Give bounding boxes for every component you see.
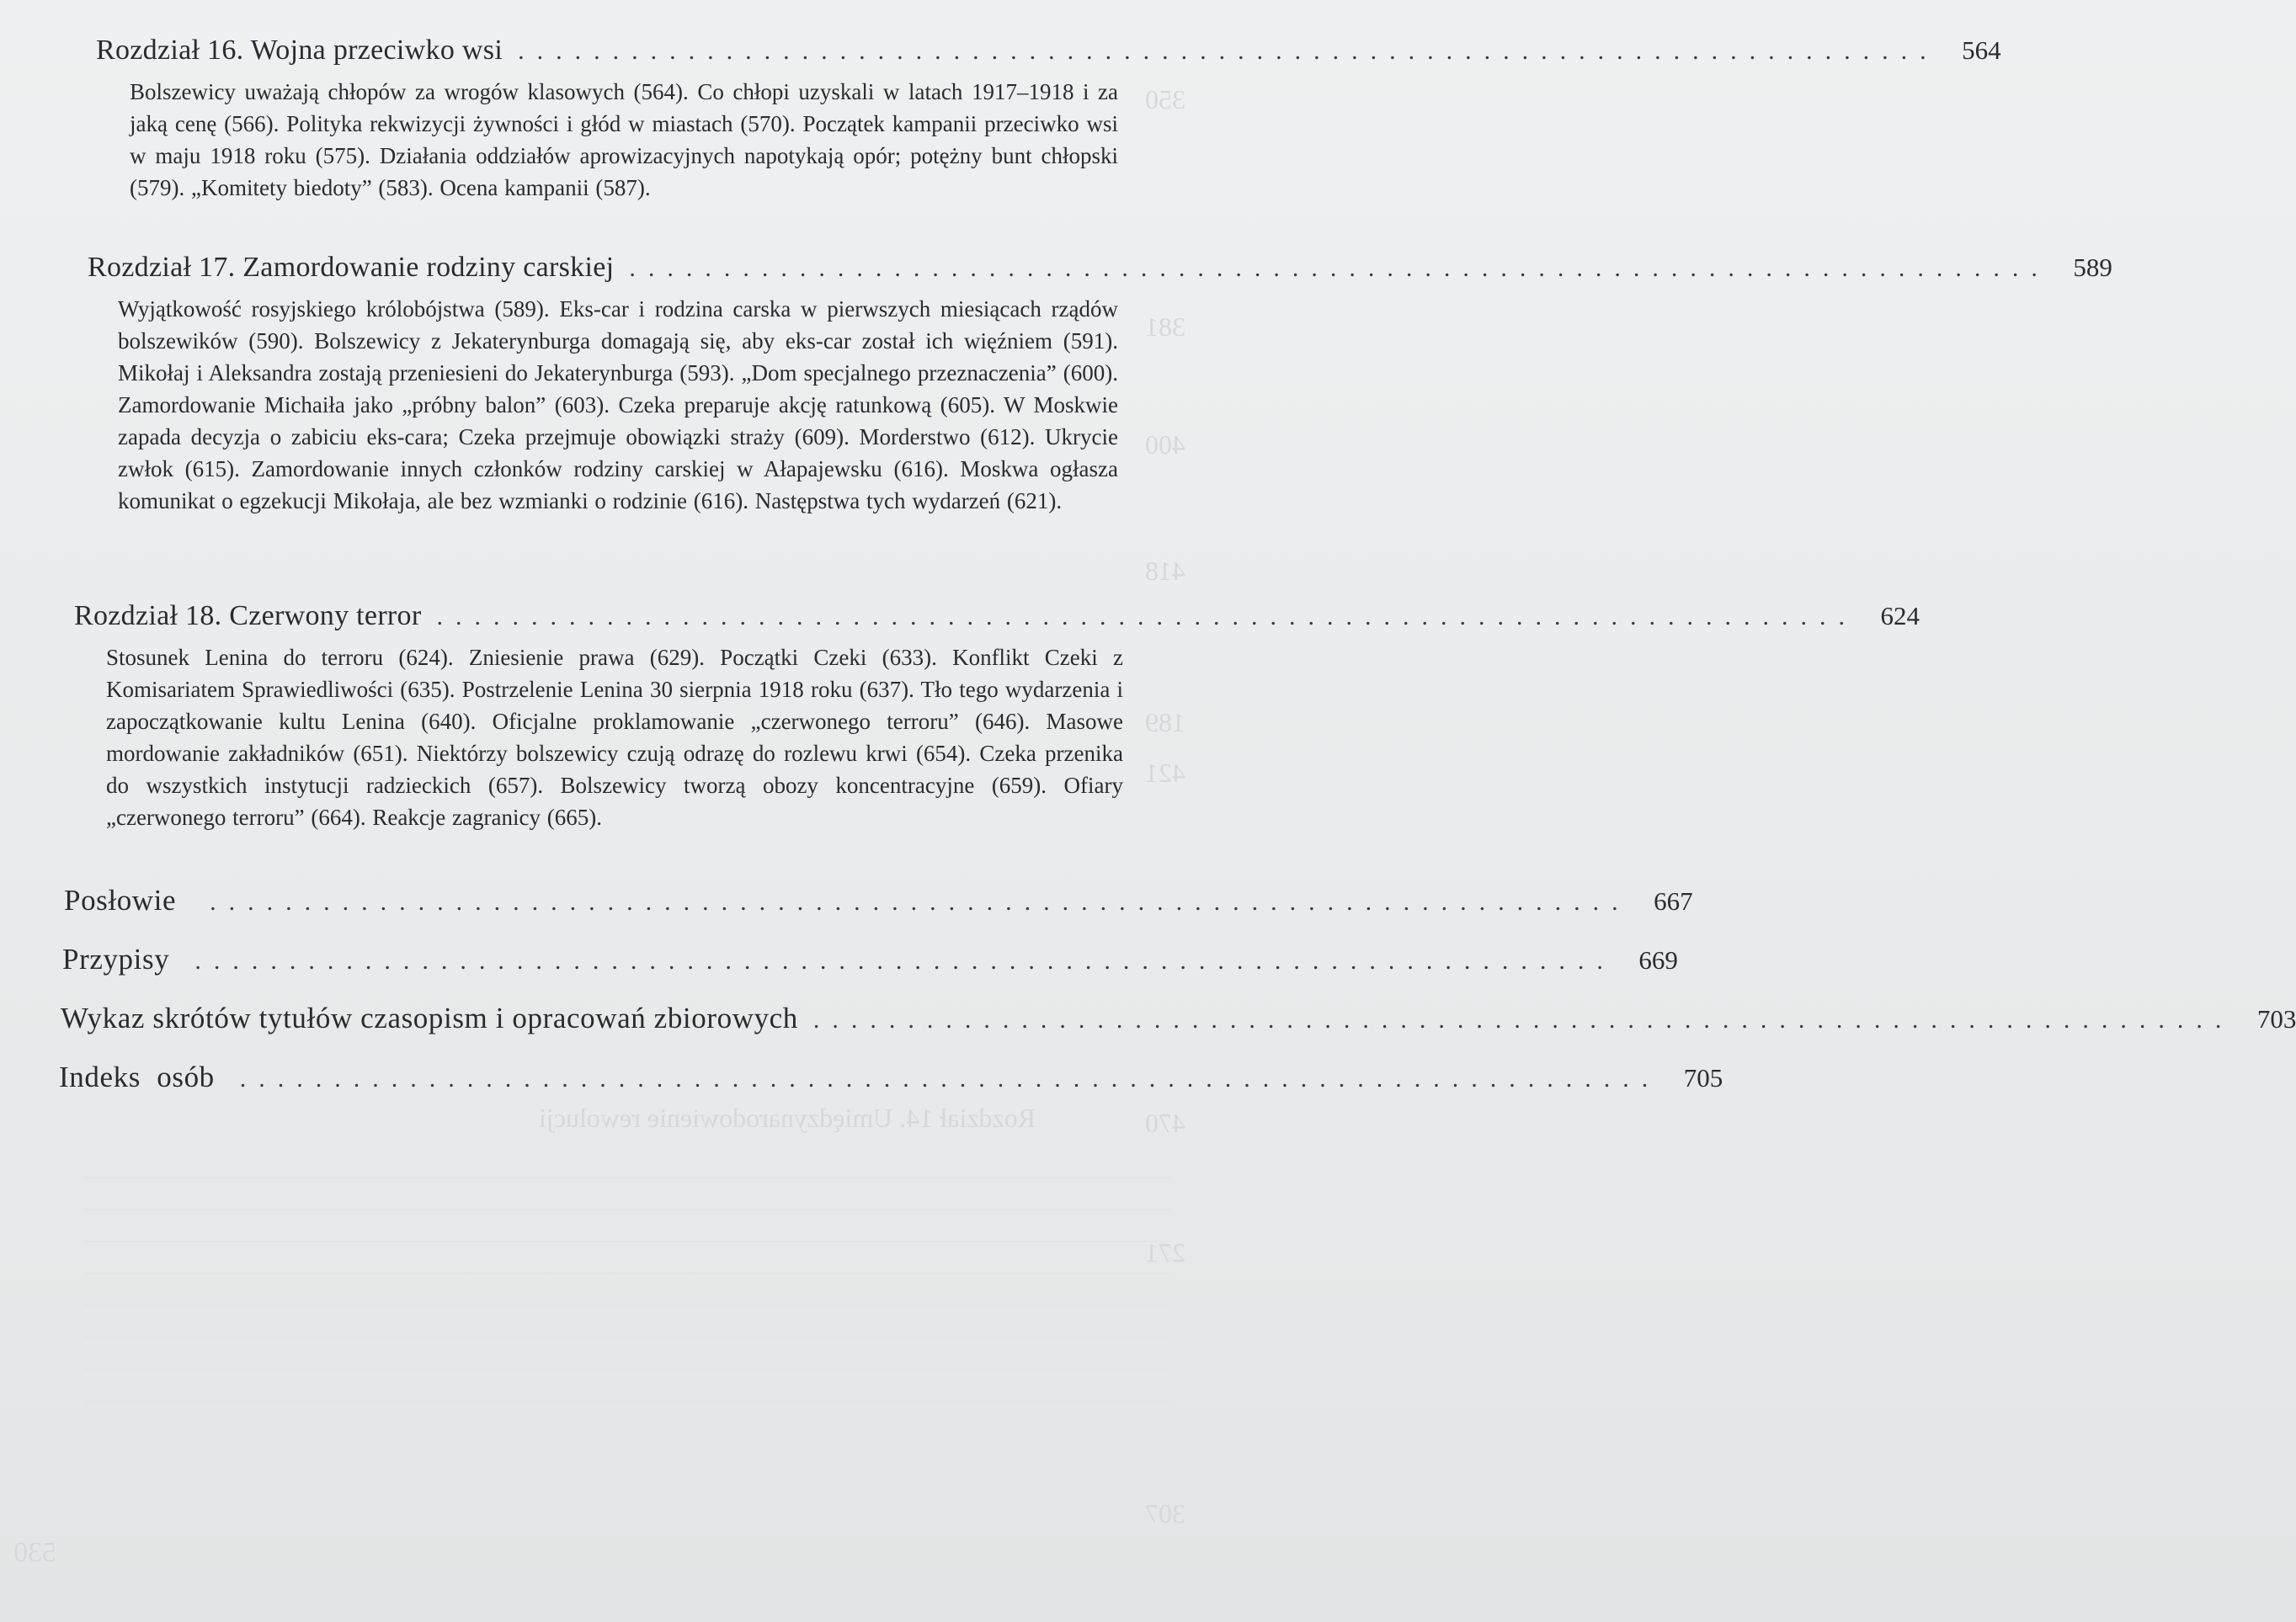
entry-title: Przypisy [62, 943, 170, 976]
toc-entry-poslowie [64, 875, 1693, 926]
chapter-page-number: 624 [1880, 601, 1920, 630]
toc-chapter-18 [74, 594, 1920, 833]
show-through-margin-number: 189 [1145, 707, 1185, 737]
chapter-heading [96, 29, 2001, 72]
chapter-summary: Stosunek Lenina do terroru (624). Zniesienie prawa (629). Początki Czeki (633). Konflikt Czeki z Komisariatem Sprawiedliwości (635). Postrzelenie Lenina 30 sierpnia 1918 roku (637). Tło tego wydarzenia i zapoczątkowanie kultu Lenina (640). Oficjalne proklamowanie „czerwonego terroru” (646). Masowe mordowanie zakładników (651). Niektórzy bolszewicy czują odrazę do rozlewu krwi (654). Czeka przenika do wszystkich instytucji radzieckich (657). Bolszewicy tworzą obozy koncentracyjne (659). Ofiary „czerwonego terroru” (664). Reakcje zagranicy (665). [106, 645, 1123, 830]
chapter-heading [88, 246, 2112, 290]
toc-entry-wykaz-skrotow [61, 993, 2296, 1044]
chapter-title: Rozdział 17. Zamordowanie rodziny carskiej [88, 252, 615, 283]
show-through-margin-number: 418 [1145, 556, 1185, 586]
chapter-summary: Wyjątkowość rosyjskiego królobójstwa (589). Eks-car i rodzina carska w pierwszych miesiącach rządów bolszewików (590). Bolszewicy z Jekaterynburga domagają się, aby eks-car został ich więźniem (591). Mikołaj i Aleksandra zostają przeniesieni do Jekaterynburga (593). „Dom specjalnego przeznaczenia” (600). Zamordowanie Michaiła jako „próbny balon” (603). Czeka preparuje akcję ratunkową (605). W Moskwie zapada decyzja o zabiciu eks-cara; Czeka przejmuje obowiązki straży (609). Morderstwo (612). Ukrycie zwłok (615). Zamordowanie innych członków rodziny carskiej w Ałapajewsku (616). Moskwa ogłasza komunikat o egzekucji Mikołaja, ale bez wzmianki o rodzinie (616). Następstwa tych wydarzeń (621). [118, 296, 1118, 513]
dot-leader: ........................................................................... [518, 37, 1939, 65]
entry-title: Wykaz skrótów tytułów czasopism i opracowań zbiorowych [61, 1002, 798, 1034]
dot-leader: ........................................................................... [629, 254, 2050, 282]
show-through-margin-number: 350 [1145, 84, 1185, 114]
chapter-title: Rozdział 16. Wojna przeciwko wsi [96, 35, 503, 66]
entry-page-number: 703 [2256, 1004, 2296, 1034]
dot-leader: ........................................................................... [239, 1065, 1661, 1093]
show-through-margin-number: 307 [1145, 1498, 1185, 1529]
entry-title: Posłowie [64, 884, 177, 917]
show-through-margin-number: 271 [1145, 1237, 1185, 1268]
entry-title: Indeks osób [59, 1061, 215, 1093]
toc-chapter-16 [96, 29, 2001, 204]
dot-leader: ........................................................................... [436, 603, 1857, 630]
chapter-title: Rozdział 18. Czerwony terror [74, 600, 422, 631]
show-through-margin-number: 400 [1145, 429, 1185, 460]
show-through-heading: Rozdział 14. Umiędzynarodowienie rewolucji [539, 1103, 1036, 1133]
chapter-page-number: 564 [1962, 35, 2001, 65]
dot-leader: ........................................................................... [210, 888, 1631, 916]
show-through-margin-number: 470 [1145, 1108, 1185, 1138]
dot-leader: ........................................................................... [194, 947, 1616, 975]
entry-page-number: 667 [1654, 886, 1693, 916]
entry-page-number: 705 [1683, 1063, 1723, 1093]
chapter-page-number: 589 [2073, 253, 2112, 282]
toc-chapter-17 [88, 246, 2112, 517]
toc-entry-przypisy [62, 934, 1678, 985]
show-through-text [84, 1162, 1170, 1498]
entry-page-number: 669 [1638, 945, 1678, 975]
chapter-summary: Bolszewicy uważają chłopów za wrogów klasowych (564). Co chłopi uzyskali w latach 1917–1918 i za jaką cenę (566). Polityka rekwizycji żywności i głód w miastach (570). Początek kampanii przeciwko wsi w maju 1918 roku (575). Działania oddziałów aprowizacyjnych napotykają opór; potężny bunt chłopski (579). „Komitety biedoty” (583). Ocena kampanii (587). [130, 79, 1118, 200]
toc-entry-indeks-osob [59, 1052, 1723, 1103]
dot-leader: ........................................................................... [812, 1006, 2235, 1034]
show-through-margin-number: 381 [1145, 311, 1185, 342]
show-through-margin-number: 421 [1145, 758, 1185, 788]
chapter-heading [74, 594, 1920, 638]
show-through-page-number: 530 [13, 1537, 56, 1568]
